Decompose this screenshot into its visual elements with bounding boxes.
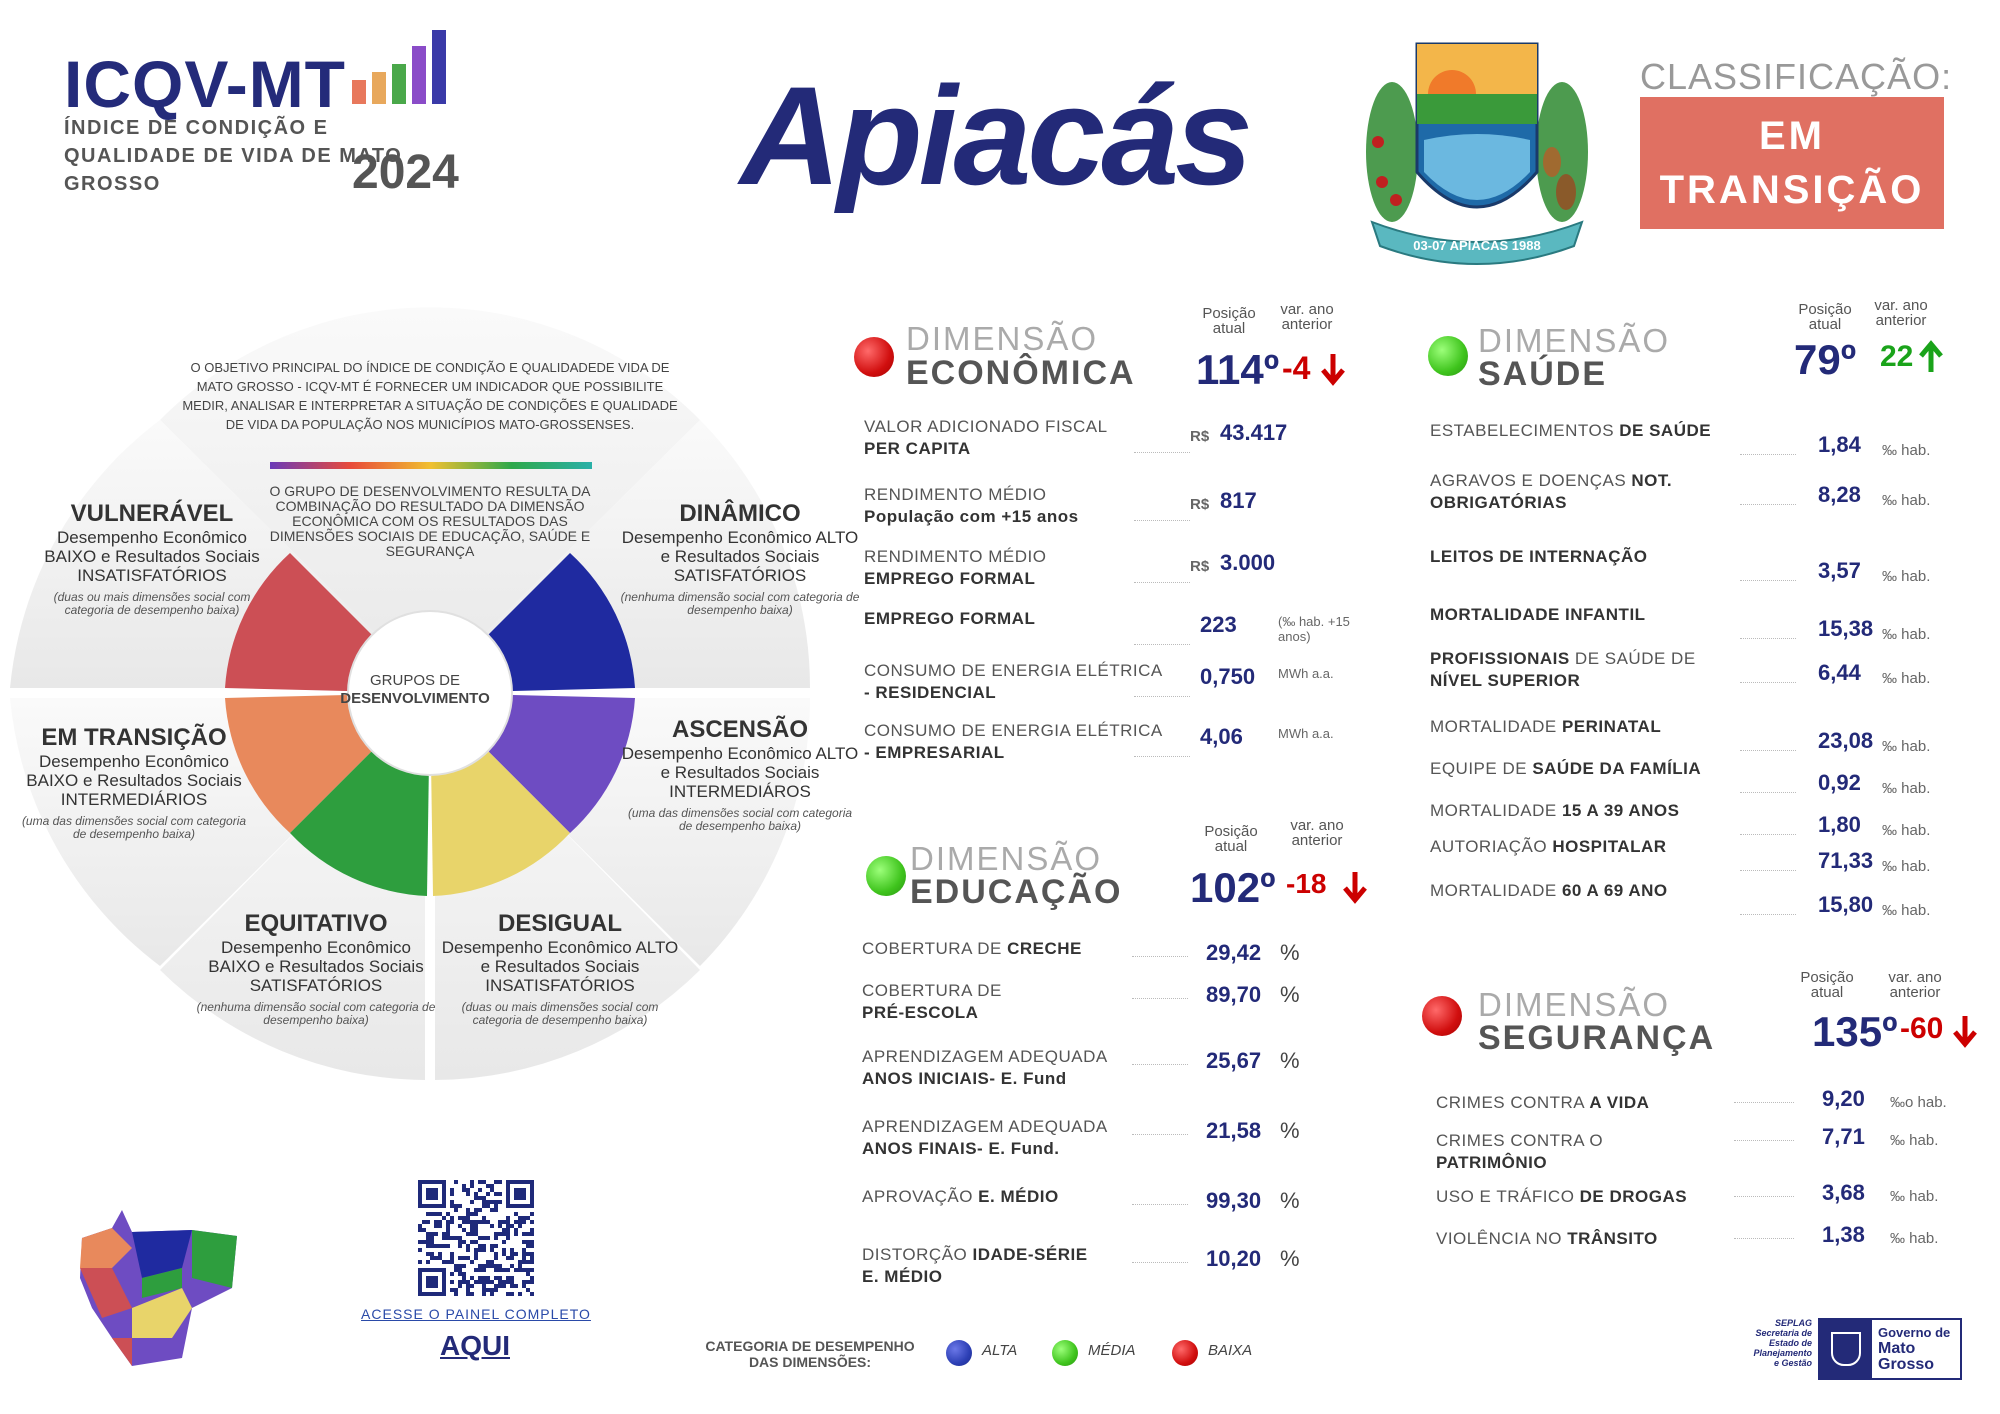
indicator-label xyxy=(862,1046,1162,1090)
indicator-unit: ‰ hab. xyxy=(1882,670,1931,687)
indicator-part-a: MORTALIDADE xyxy=(1430,717,1562,736)
indicator-value: 71,33 xyxy=(1818,848,1874,873)
category-desc: Desempenho Econômico BAIXO e Resultados Sociais SATISFATÓRIOS xyxy=(208,938,424,995)
indicator-value: 15,38 xyxy=(1818,616,1874,641)
indicator-label xyxy=(864,720,1164,764)
dotted-leader xyxy=(1740,914,1796,915)
category-dinamico xyxy=(620,500,860,617)
arrow-down-icon xyxy=(1320,352,1346,386)
currency-label: R$ xyxy=(1190,496,1210,513)
indicator-label xyxy=(862,1186,1162,1208)
indicator-value: 1,84 xyxy=(1818,432,1861,457)
gov-line2: Mato xyxy=(1878,1340,1916,1357)
indicator-part-a: USO E TRÁFICO xyxy=(1436,1187,1580,1206)
indicator-unit: % xyxy=(1280,1188,1300,1213)
dotted-leader xyxy=(1132,956,1188,957)
category-vulneravel xyxy=(32,500,272,617)
indicator-unit: ‰ hab. xyxy=(1882,858,1931,875)
category-title: EM TRANSIÇÃO xyxy=(41,724,227,751)
category-desc: Desempenho Econômico ALTO e Resultados Sociais INSATISFATÓRIOS xyxy=(441,938,679,995)
category-desc: Desempenho Econômico BAIXO e Resultados Sociais INTERMEDIÁRIOS xyxy=(26,752,242,809)
indicator-line1: VALOR ADICIONADO FISCAL xyxy=(864,417,1108,436)
indicator-unit: ‰ hab. xyxy=(1882,442,1931,459)
indicator-label xyxy=(1436,1186,1736,1208)
indicator-label xyxy=(864,484,1164,528)
variation-label: var. ano anterior xyxy=(1290,817,1344,849)
position-label: Posição atual xyxy=(1202,305,1256,337)
indicator-label xyxy=(1430,836,1750,858)
indicator-value: 21,58 xyxy=(1206,1118,1262,1143)
indicator-label xyxy=(1430,420,1750,442)
indicator-label xyxy=(1430,604,1750,626)
dotted-leader xyxy=(1740,792,1796,793)
dotted-leader xyxy=(1740,834,1796,835)
variation-label: var. ano anterior xyxy=(1888,969,1942,1001)
variation-saude: 22 xyxy=(1880,340,1914,373)
dotted-leader xyxy=(1132,1064,1188,1065)
indicator-unit: ‰ hab. xyxy=(1890,1230,1939,1247)
dimension-name-economica: ECONÔMICA xyxy=(906,354,1136,392)
status-dot-baixa xyxy=(1422,996,1462,1036)
dimension-name-seguranca: SEGURANÇA xyxy=(1478,1019,1716,1057)
indicator-line2: PATRIMÔNIO xyxy=(1436,1153,1548,1172)
indicator-line1: RENDIMENTO MÉDIO xyxy=(864,485,1047,504)
indicator-line1a: DISTORÇÃO xyxy=(862,1245,973,1264)
indicator-line2: EMPREGO FORMAL xyxy=(864,569,1036,588)
category-note: (duas ou mais dimensões social com categoria de desempenho baixa) xyxy=(461,1000,659,1027)
position-saude: 79º xyxy=(1794,336,1857,383)
indicator-part-a: ESTABELECIMENTOS xyxy=(1430,421,1620,440)
legend-dot-media xyxy=(1052,1340,1078,1366)
indicator-part-a: EQUIPE DE xyxy=(1430,759,1533,778)
dotted-leader xyxy=(1132,1134,1188,1135)
dotted-leader xyxy=(1134,696,1190,697)
indicator-part-d: NÍVEL SUPERIOR xyxy=(1430,671,1581,690)
indicator-part-a: MORTALIDADE xyxy=(1430,801,1562,820)
indicator-label xyxy=(1430,546,1750,568)
indicator-part-b: 15 A 39 ANOS xyxy=(1561,801,1680,820)
dotted-leader xyxy=(1134,582,1190,583)
status-dot-media xyxy=(866,856,906,896)
gov-line1: Governo de xyxy=(1878,1325,1951,1340)
brand-year: 2024 xyxy=(352,146,459,199)
indicator-part-b: DE SAÚDE xyxy=(1619,421,1712,440)
wheel-center-line2: DESENVOLVIMENTO xyxy=(340,690,490,707)
aqui-link[interactable]: AQUI xyxy=(440,1330,510,1361)
currency-label: R$ xyxy=(1190,428,1210,445)
indicator-label xyxy=(1430,880,1750,902)
dotted-leader xyxy=(1132,1204,1188,1205)
indicator-value: 15,80 xyxy=(1818,892,1874,917)
dotted-leader xyxy=(1740,454,1796,455)
indicator-value: 43.417 xyxy=(1220,420,1288,445)
dotted-leader xyxy=(1734,1238,1794,1239)
position-educacao: 102º xyxy=(1190,864,1276,911)
indicator-value: 223 xyxy=(1200,612,1237,637)
indicator-value: 4,06 xyxy=(1200,724,1243,749)
gov-line3: Grosso xyxy=(1878,1356,1935,1373)
dotted-leader xyxy=(1740,638,1796,639)
status-dot-baixa xyxy=(854,337,894,377)
indicator-value: 7,71 xyxy=(1822,1124,1865,1149)
category-note: (uma das dimensões social com categoria de desempenho baixa) xyxy=(627,806,853,833)
indicator-line1a: APROVAÇÃO xyxy=(862,1187,979,1206)
indicator-line1: CONSUMO DE ENERGIA ELÉTRICA xyxy=(864,661,1163,680)
arrow-up-icon xyxy=(1918,340,1944,374)
category-desc: Desempenho Econômico ALTO e Resultados Sociais INTERMEDIÁROS xyxy=(621,744,859,801)
indicator-label xyxy=(862,938,1162,960)
category-equitativo xyxy=(196,910,436,1027)
indicator-unit: % xyxy=(1280,940,1300,965)
indicator-line2: ANOS FINAIS- E. Fund. xyxy=(862,1139,1060,1158)
category-ascensao xyxy=(620,716,860,833)
indicator-unit: MWh a.a. xyxy=(1278,726,1334,741)
category-desc: Desempenho Econômico ALTO e Resultados Sociais SATISFATÓRIOS xyxy=(621,528,859,585)
dotted-leader xyxy=(1134,756,1190,757)
category-title: EQUITATIVO xyxy=(244,910,388,937)
legend-dot-alta xyxy=(946,1340,972,1366)
indicator-part-b: PERINATAL xyxy=(1561,717,1662,736)
indicator-part-c: DE SAÚDE DE xyxy=(1569,649,1696,668)
indicator-part-b: 60 A 69 ANO xyxy=(1561,881,1668,900)
indicator-unit: ‰ hab. xyxy=(1882,568,1931,585)
indicator-part-b: DE DROGAS xyxy=(1579,1187,1688,1206)
gov-mt-logo xyxy=(1818,1318,1962,1380)
legend-baixa: BAIXA xyxy=(1208,1342,1253,1359)
indicator-value: 8,28 xyxy=(1818,482,1861,507)
classification-line2: TRANSIÇÃO xyxy=(1659,168,1925,212)
dimension-label: DIMENSÃO xyxy=(906,320,1099,357)
indicator-value: 3,57 xyxy=(1818,558,1861,583)
category-note: (uma das dimensões social com categoria de desempenho baixa) xyxy=(21,814,247,841)
indicator-line1: EMPREGO FORMAL xyxy=(864,609,1036,628)
indicator-unit: ‰ hab. xyxy=(1882,902,1931,919)
variation-label: var. ano anterior xyxy=(1280,301,1334,333)
indicator-line1a: APRENDIZAGEM ADEQUADA xyxy=(862,1047,1108,1066)
indicator-value: 6,44 xyxy=(1818,660,1861,685)
variation-seguranca: -60 xyxy=(1900,1012,1944,1045)
indicator-label xyxy=(862,1116,1162,1160)
indicator-value: 29,42 xyxy=(1206,940,1262,965)
indicator-part-b: NOT. OBRIGATÓRIAS xyxy=(1430,471,1673,512)
position-label: Posição atual xyxy=(1204,823,1258,855)
indicator-label xyxy=(1430,716,1750,738)
dotted-leader xyxy=(1740,504,1796,505)
dotted-leader xyxy=(1734,1196,1794,1197)
indicator-line2: - EMPRESARIAL xyxy=(864,743,1005,762)
crest-ribbon: 03-07 APIACÁS 1988 xyxy=(1413,238,1541,253)
dotted-leader xyxy=(1134,644,1190,645)
seplag-logo: SEPLAG Secretaria de Estado de Planejamento e Gestão xyxy=(1753,1318,1812,1368)
legend-dot-baixa xyxy=(1172,1340,1198,1366)
indicator-unit: ‰ hab. xyxy=(1882,738,1931,755)
indicator-part-a: VIOLÊNCIA NO xyxy=(1436,1229,1568,1248)
indicator-label xyxy=(862,980,1162,1024)
dotted-leader xyxy=(1134,452,1190,453)
legend-title: CATEGORIA DE DESEMPENHO DAS DIMENSÕES: xyxy=(705,1338,915,1370)
indicator-part-b: PROFISSIONAIS xyxy=(1430,649,1570,668)
indicator-unit: ‰ hab. xyxy=(1882,626,1931,643)
indicator-value: 817 xyxy=(1220,488,1257,513)
indicator-line2: ANOS INICIAIS- E. Fund xyxy=(862,1069,1067,1088)
indicator-part-a: CRIMES CONTRA O xyxy=(1436,1131,1604,1150)
position-label: Posição atual xyxy=(1798,301,1852,333)
classification-label: CLASSIFICAÇÃO: xyxy=(1640,56,1953,97)
indicator-value: 1,80 xyxy=(1818,812,1861,837)
objective-text: O OBJETIVO PRINCIPAL DO ÍNDICE DE CONDIÇÃO E QUALIDADEDE VIDA DE MATO GROSSO - ICQV-MT É FORNECER UM INDICADOR QUE POSSIBILITE MEDIR, ANALISAR E INTERPRETAR A SITUAÇÃO DE CONDIÇÕES E QUALIDADE DE VIDA DA POPULAÇÃO NOS MUNICÍPIOS MATO-GROSSENSES. xyxy=(182,360,678,432)
indicator-unit: % xyxy=(1280,1246,1300,1271)
indicator-part-b: MORTALIDADE INFANTIL xyxy=(1430,605,1646,624)
qr-code-icon[interactable] xyxy=(418,1180,534,1296)
classification-badge xyxy=(1640,97,1944,229)
indicator-unit: ‰ hab. xyxy=(1882,780,1931,797)
dimension-label: DIMENSÃO xyxy=(910,840,1103,877)
indicator-line1: RENDIMENTO MÉDIO xyxy=(864,547,1047,566)
indicator-label xyxy=(864,608,1164,630)
wheel-center-label xyxy=(340,672,490,708)
indicator-part-b: LEITOS DE INTERNAÇÃO xyxy=(1430,547,1648,566)
indicator-line1a: COBERTURA DE xyxy=(862,981,1002,1000)
indicator-value: 0,92 xyxy=(1818,770,1861,795)
legend-media: MÉDIA xyxy=(1088,1342,1136,1359)
municipality-title: Apiacás xyxy=(740,57,1249,214)
category-title: DINÂMICO xyxy=(679,500,801,527)
position-label: Posição atual xyxy=(1800,969,1854,1001)
indicator-part-a: MORTALIDADE xyxy=(1430,881,1562,900)
indicator-value: 89,70 xyxy=(1206,982,1262,1007)
indicator-unit: ‰o hab. xyxy=(1890,1094,1947,1111)
indicator-line2: E. MÉDIO xyxy=(862,1267,943,1286)
dotted-leader xyxy=(1740,870,1796,871)
indicator-line1b: CRECHE xyxy=(1007,939,1082,958)
indicator-part-b: TRÂNSITO xyxy=(1567,1229,1658,1248)
wheel-center-line1: GRUPOS DE xyxy=(369,672,460,689)
dotted-leader xyxy=(1734,1140,1794,1141)
category-transicao xyxy=(14,724,254,841)
dotted-leader xyxy=(1132,1262,1188,1263)
indicator-value: 25,67 xyxy=(1206,1048,1262,1073)
arrow-down-icon xyxy=(1342,870,1368,904)
classification-line1: EM xyxy=(1759,114,1825,158)
indicator-value: 99,30 xyxy=(1206,1188,1262,1213)
indicator-label xyxy=(1430,470,1750,514)
indicator-unit: % xyxy=(1280,1118,1300,1143)
indicator-unit: ‰ hab. xyxy=(1890,1188,1939,1205)
indicator-value: 10,20 xyxy=(1206,1246,1262,1271)
dimension-label: DIMENSÃO xyxy=(1478,986,1671,1023)
legend-alta: ALTA xyxy=(982,1342,1018,1359)
position-economica: 114º xyxy=(1196,346,1280,393)
indicator-unit: (‰ hab. +15 anos) xyxy=(1278,614,1350,644)
indicator-label xyxy=(864,546,1164,590)
brand-logo-text: ICQV-MT xyxy=(64,47,346,121)
dimension-name-saude: SAÚDE xyxy=(1478,355,1608,393)
indicator-label xyxy=(1430,800,1750,822)
brand-subtitle: ÍNDICE DE CONDIÇÃO E QUALIDADE DE VIDA DE MATO GROSSO xyxy=(64,117,403,195)
indicator-unit: ‰ hab. xyxy=(1882,492,1931,509)
indicator-line1b: IDADE-SÉRIE xyxy=(972,1245,1088,1264)
indicator-unit: % xyxy=(1280,1048,1300,1073)
indicator-line2: PRÉ-ESCOLA xyxy=(862,1003,979,1022)
indicator-part-a: AGRAVOS E DOENÇAS xyxy=(1430,471,1632,490)
category-title: VULNERÁVEL xyxy=(70,500,234,527)
indicator-label xyxy=(864,416,1164,460)
mato-grosso-map-icon xyxy=(72,1208,242,1368)
indicator-part-b: SAÚDE DA FAMÍLIA xyxy=(1532,759,1702,778)
group-description: O GRUPO DE DESENVOLVIMENTO RESULTA DA COMBINAÇÃO DO RESULTADO DA DIMENSÃO ECONÔMICA COM OS RESULTADOS DAS DIMENSÕES SOCIAIS DE EDUCAÇÃO, SAÚDE E SEGURANÇA xyxy=(269,483,591,559)
category-note: (duas ou mais dimensões social com categoria de desempenho baixa) xyxy=(53,590,251,617)
category-desigual xyxy=(440,910,680,1027)
dotted-leader xyxy=(1734,1102,1794,1103)
indicator-line1: CONSUMO DE ENERGIA ELÉTRICA xyxy=(864,721,1163,740)
indicator-label xyxy=(1436,1130,1736,1174)
indicator-part-b: A VIDA xyxy=(1589,1093,1650,1112)
indicator-value: 3,68 xyxy=(1822,1180,1865,1205)
category-note: (nenhuma dimensão social com categoria de desempenho baixa) xyxy=(620,590,860,617)
dimension-label: DIMENSÃO xyxy=(1478,322,1671,359)
indicator-unit: MWh a.a. xyxy=(1278,666,1334,681)
dotted-leader xyxy=(1740,580,1796,581)
indicator-part-a: CRIMES CONTRA xyxy=(1436,1093,1590,1112)
indicator-unit: ‰ hab. xyxy=(1890,1132,1939,1149)
indicator-line1b: E. MÉDIO xyxy=(978,1187,1059,1206)
panel-link[interactable]: ACESSE O PAINEL COMPLETO xyxy=(361,1306,591,1322)
municipal-crest-icon xyxy=(1352,32,1602,280)
dotted-leader xyxy=(1740,750,1796,751)
indicator-value: 23,08 xyxy=(1818,728,1874,753)
position-seguranca: 135º xyxy=(1812,1008,1898,1055)
currency-label: R$ xyxy=(1190,558,1210,575)
indicator-label xyxy=(1430,648,1750,692)
gov-crest-icon xyxy=(1820,1320,1872,1378)
category-desc: Desempenho Econômico BAIXO e Resultados Sociais INSATISFATÓRIOS xyxy=(44,528,260,585)
indicator-part-b: HOSPITALAR xyxy=(1552,837,1667,856)
category-title: ASCENSÃO xyxy=(671,716,809,743)
dotted-leader xyxy=(1134,520,1190,521)
indicator-label xyxy=(1430,758,1750,780)
status-dot-media xyxy=(1428,336,1468,376)
indicator-value: 0,750 xyxy=(1200,664,1256,689)
indicator-line2: - RESIDENCIAL xyxy=(864,683,997,702)
indicator-line2: População com +15 anos xyxy=(864,507,1079,526)
indicator-label xyxy=(862,1244,1162,1288)
rainbow-divider xyxy=(270,462,592,469)
indicator-value: 9,20 xyxy=(1822,1086,1865,1111)
dotted-leader xyxy=(1740,682,1796,683)
indicator-line2: PER CAPITA xyxy=(864,439,971,458)
indicator-value: 1,38 xyxy=(1822,1222,1865,1247)
indicator-label xyxy=(1436,1228,1736,1250)
category-note: (nenhuma dimensão social com categoria de desempenho baixa) xyxy=(196,1000,436,1027)
indicator-line1a: APRENDIZAGEM ADEQUADA xyxy=(862,1117,1108,1136)
indicator-unit: % xyxy=(1280,982,1300,1007)
arrow-down-icon xyxy=(1952,1014,1978,1048)
indicator-unit: ‰ hab. xyxy=(1882,822,1931,839)
indicator-label xyxy=(864,660,1164,704)
category-title: DESIGUAL xyxy=(497,910,622,937)
indicator-part-a: AUTORIAÇÃO xyxy=(1430,837,1553,856)
dotted-leader xyxy=(1132,998,1188,999)
indicator-value: 3.000 xyxy=(1220,550,1276,575)
variation-economica: -4 xyxy=(1282,350,1311,386)
variation-label: var. ano anterior xyxy=(1874,297,1928,329)
dimension-name-educacao: EDUCAÇÃO xyxy=(910,873,1123,911)
indicator-label xyxy=(1436,1092,1736,1114)
bar-logo-icon xyxy=(350,28,460,106)
variation-educacao: -18 xyxy=(1286,868,1327,899)
indicator-line1a: COBERTURA DE xyxy=(862,939,1008,958)
